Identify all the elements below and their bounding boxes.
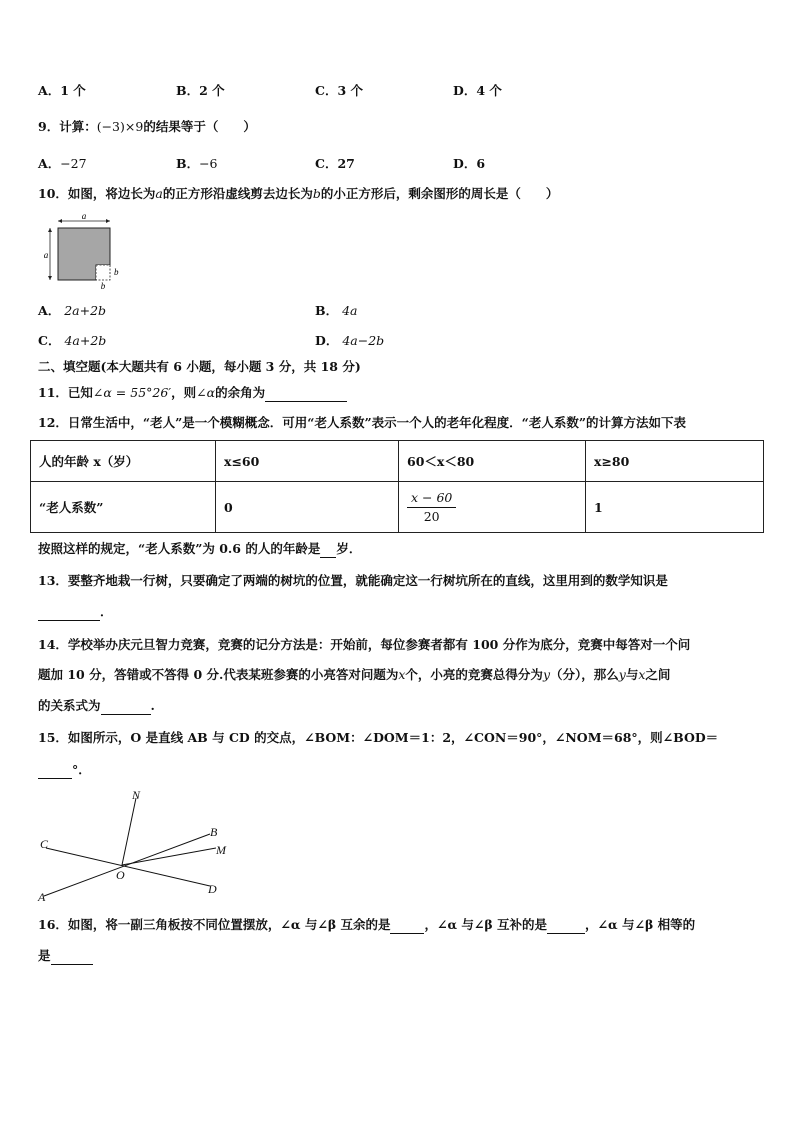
q14-answer-blank	[101, 700, 151, 715]
q9-expression: (−3)×9	[96, 119, 144, 134]
q16-answer-blank-1	[390, 919, 424, 934]
table-header-range2: 60＜x＜80	[399, 441, 586, 482]
q11-answer-blank	[265, 387, 347, 402]
q13-answer-blank	[38, 606, 100, 621]
q9-option-c: C．27	[315, 156, 355, 171]
q15-line1: 15．如图所示，O 是直线 AB 与 CD 的交点，∠BOM：∠DOM＝1：2，∠CON＝90°，∠NOM＝68°，则∠BOD＝	[38, 730, 719, 745]
q10-option-c: C． 4a+2b	[38, 333, 107, 348]
table-header-age: 人的年龄 x（岁）	[31, 441, 216, 482]
q9-option-d: D．6	[453, 156, 486, 171]
table-header-range1: x≤60	[216, 441, 399, 482]
q10-label-left-a: a	[43, 250, 49, 260]
q8-option-d: D．4 个	[453, 83, 502, 98]
label-B: B	[210, 825, 218, 839]
q13-question: 13．要整齐地栽一行树，只要确定了两端的树坑的位置，就能确定这一行树坑所在的直线，这里用到的数学知识是	[38, 573, 668, 588]
q16-answer-blank-3	[51, 950, 93, 965]
label-O: O	[116, 868, 125, 882]
q12-answer-blank	[320, 543, 336, 558]
q12-coefficient-table	[30, 440, 764, 533]
q8-option-b: B．2 个	[176, 83, 225, 98]
table-row-label: “老人系数”	[31, 482, 216, 533]
q8-option-a: A．1 个	[38, 83, 86, 98]
table-cell-one: 1	[586, 482, 764, 533]
q14-line3: 的关系式为 .	[38, 698, 155, 713]
q10-label-bottom-b: b	[100, 281, 106, 291]
q10-option-d: D． 4a−2b	[315, 333, 385, 348]
q11-question: 11．已知∠α = 55°26′，则∠α的余角为	[38, 384, 347, 402]
q9-option-b: B．−6	[176, 156, 218, 171]
q10-label-top-a: a	[81, 211, 87, 221]
q15-line2: °．	[38, 761, 91, 779]
q15-angle-figure	[36, 786, 236, 904]
q16-line1: 16．如图，将一副三角板按不同位置摆放，∠α 与∠β 互余的是 ，∠α 与∠β 互补的是 ，∠α 与∠β 相等的	[38, 917, 696, 932]
q10-option-a: A． 2a+2b	[38, 303, 107, 318]
q14-line1: 14．学校举办庆元旦智力竞赛，竞赛的记分方法是：开始前，每位参赛者都有 100 分作为底分，竞赛中每答对一个问	[38, 637, 691, 652]
q9-option-a: A．−27	[38, 156, 87, 171]
table-cell-zero: 0	[216, 482, 399, 533]
q12-followup: 按照这样的规定，“老人系数”为 0.6 的人的年龄是 岁．	[38, 541, 362, 556]
q9-suffix: 的结果等于（ ）	[143, 119, 256, 134]
q13-answer-line: ．	[38, 603, 113, 621]
label-N: N	[132, 788, 141, 802]
q9-prefix: 9．计算：	[38, 119, 97, 134]
q12-question: 12．日常生活中，“老人”是一个模糊概念．可用“老人系数”表示一个人的老年化程度．“老人系数”的计算方法如下表	[38, 415, 687, 430]
section-heading-fill-in: 二、填空题(本大题共有 6 小题，每小题 3 分，共 18 分)	[38, 359, 361, 374]
q10-question: 10．如图，将边长为a的正方形沿虚线剪去边长为b的小正方形后，剩余图形的周长是（ ）	[38, 186, 559, 201]
q8-option-c: C．3 个	[315, 83, 363, 98]
fraction: $\frac{x - 60}{20}$	[407, 489, 456, 526]
q15-answer-blank	[38, 764, 72, 779]
q14-line2: 题加 10 分，答错或不答得 0 分.代表某班参赛的小亮答对问题为x个，小亮的竞赛总得分为y（分），那么y与x之间	[38, 667, 671, 682]
table-cell-fraction	[399, 482, 586, 533]
label-M: M	[216, 843, 226, 857]
q9-question	[38, 118, 256, 136]
q16-line2: 是	[38, 947, 93, 965]
q10-label-right-b: b	[114, 267, 119, 277]
q16-answer-blank-2	[547, 919, 585, 934]
label-A: A	[38, 890, 46, 904]
label-D: D	[208, 882, 217, 896]
table-header-range3: x≥80	[586, 441, 764, 482]
q10-option-b: B． 4a	[315, 303, 358, 318]
q10-square-figure	[42, 213, 122, 291]
label-C: C	[40, 837, 49, 851]
